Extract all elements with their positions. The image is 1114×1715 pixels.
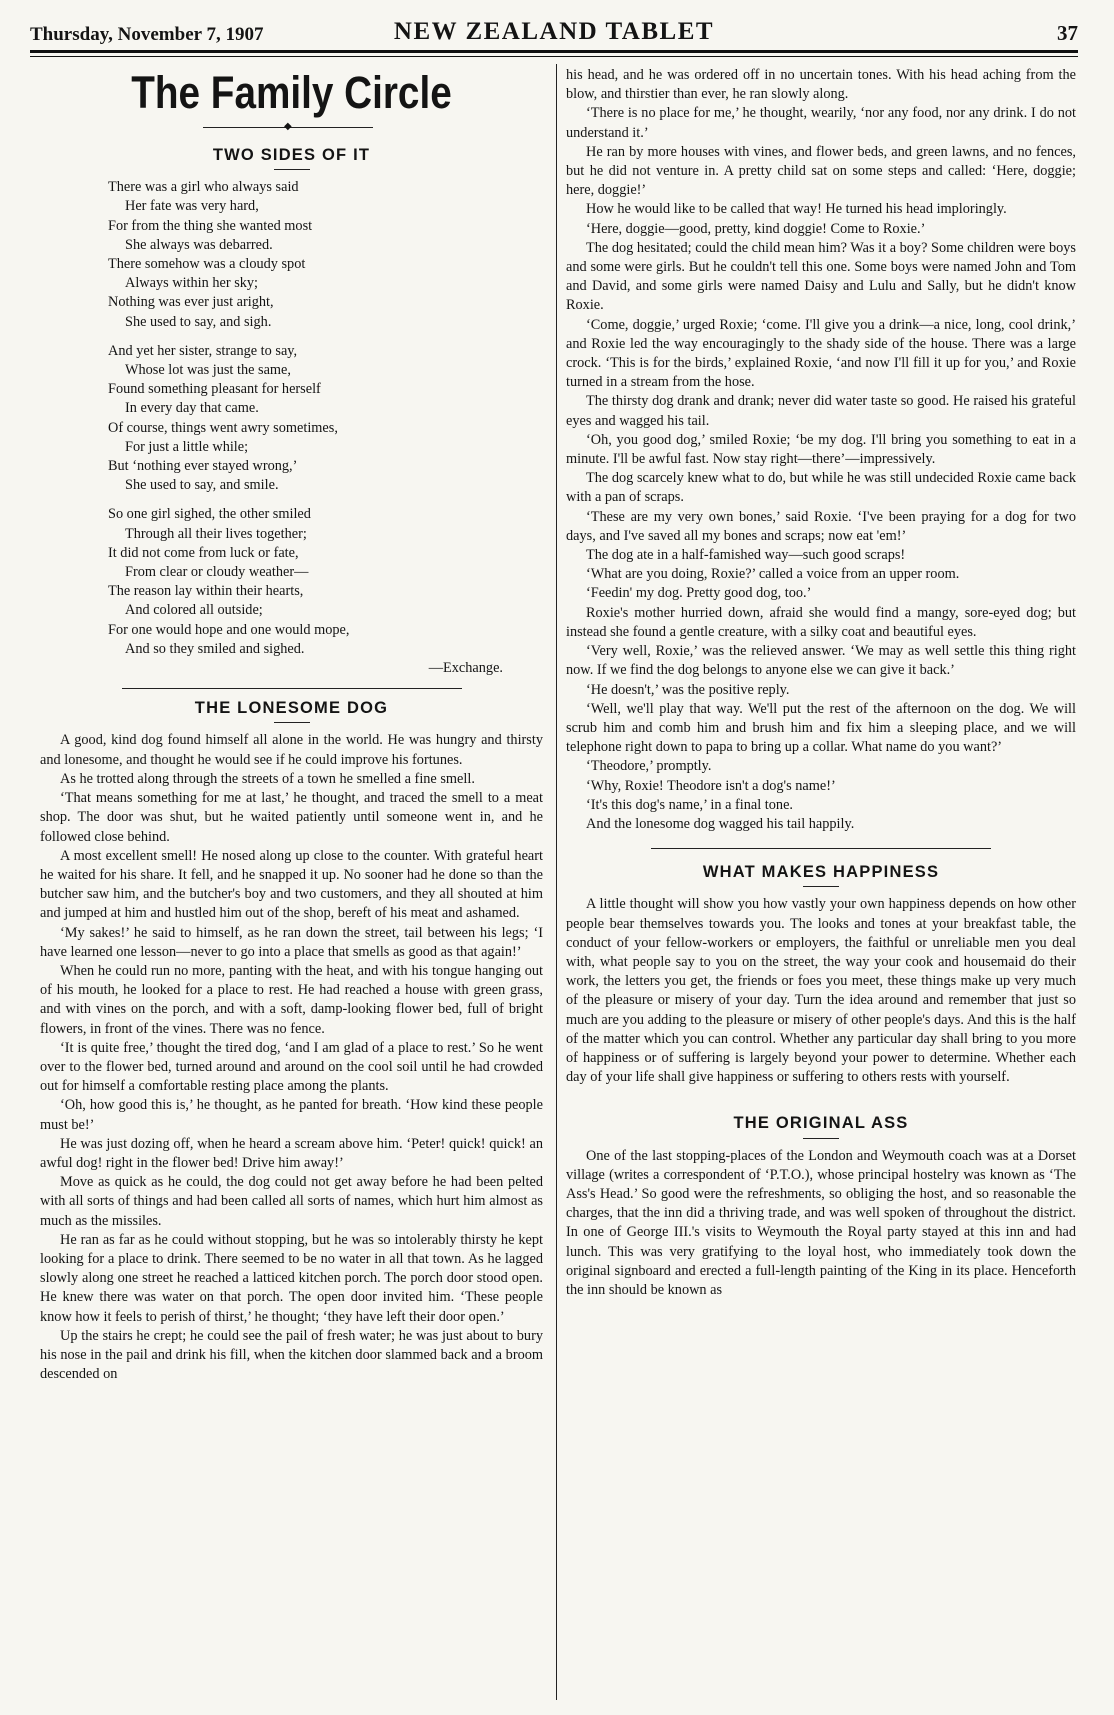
paragraph: A little thought will show you how vastly your own happiness depends on how other people bear themselves towards you. The looks and tones at your breakfast table, the conduct of your fellow-workers or employers, the faithful or unreliable men you deal with, what people say to you on the street, the way your cook and housemaid do their work, the letters you get, the friends or foes you meet, these things make up very much of the pleasure or misery of your day. Turn the idea around and remember that just so much are you adding to the pleasure or misery of other people's days. And this is the half of the matter which you can control. Whether any particular day shall bring to you more of happiness or of suffering is largely beyond your power to determine. Whether each day of your life shall give happiness or suffering to others rests with yourself. bbox=[566, 896, 1076, 1086]
paragraph: One of the last stopping-places of the London and Weymouth coach was at a Dorset village (writes a correspondent of ‘P.T.O.), whose principal hostelry was known as ‘The Ass's Head.’ So good were the refreshments, so obliging the host, and so reasonable the charges, that the inn did a thriving trade, and was well spoken of throughout the district. In one of George III.'s visits to Weymouth the Royal party stayed at this inn and had lunch. This was very gratifying to the loyal host, who immediately took down the original signboard and erected a full-length painting of the King in its place. Henceforth the inn should be known as bbox=[566, 1147, 1076, 1298]
paragraph: As he trotted along through the streets of a town he smelled a fine smell. bbox=[60, 770, 475, 787]
paragraph: ‘Feedin' my dog. Pretty good dog, too.’ bbox=[586, 585, 812, 602]
paragraph: ‘Very well, Roxie,’ was the relieved answer. ‘We may as well settle this thing right now. If we find the dog belongs to anyone else we can give it back.’ bbox=[566, 643, 1076, 679]
poem-line: Her fate was very hard, bbox=[125, 198, 259, 215]
poem-line: And so they smiled and sighed. bbox=[125, 640, 305, 657]
paragraph: ‘These are my very own bones,’ said Roxie. ‘I've been praying for a dog for two days, and I've saved all my bones and scraps; now eat 'em!’ bbox=[566, 508, 1076, 544]
poem-line: She used to say, and smile. bbox=[125, 477, 279, 494]
poem-credit: —Exchange. bbox=[428, 660, 503, 677]
paragraph: When he could run no more, panting with the heat, and with his tongue hanging out of his mouth, he looked for a place to rest. He had reached a house with green grass, and with vines on the porch, and with a soft, damp-looking flower bed, full of bright flowers, in front of the vines. There was no fence. bbox=[40, 962, 543, 1037]
lonesome-dog-text bbox=[40, 731, 543, 1384]
original-ass-title-rule bbox=[803, 1138, 839, 1139]
poem-line: Nothing was ever just aright, bbox=[108, 294, 274, 311]
paragraph: ‘Well, we'll play that way. We'll put the rest of the afternoon on the dog. We will scrub him and comb him and brush him and fix him a sleeping place, and we will telephone right down to papa to bring up a collar. What name do you want?’ bbox=[566, 700, 1076, 756]
masthead-rule-thin bbox=[30, 56, 1078, 57]
title-ornament: ◆ bbox=[40, 120, 543, 134]
paragraph: Move as quick as he could, the dog could not get away before he had been pelted with all sorts of things and had been called all sorts of names, which hurt him almost as much as the missiles. bbox=[40, 1174, 543, 1229]
poem-line: And yet her sister, strange to say, bbox=[108, 342, 298, 359]
poem-line: She always was debarred. bbox=[125, 236, 273, 253]
issue-date: Thursday, November 7, 1907 bbox=[30, 24, 264, 45]
paragraph: Roxie's mother hurried down, afraid she would find a mangy, sore-eyed dog; but instead she found a gentle creature, with a silky coat and beautiful eyes. bbox=[566, 604, 1076, 640]
paragraph: ‘Oh, you good dog,’ smiled Roxie; ‘be my dog. I'll bring you something to eat in a minute. I'll be awful fast. Now stay right—there’—impressively. bbox=[566, 431, 1076, 468]
poem-line: But ‘nothing ever stayed wrong,’ bbox=[108, 458, 298, 475]
right-column bbox=[566, 66, 1076, 1300]
poem-line: For one would hope and one would mope, bbox=[108, 621, 350, 638]
poem-line: In every day that came. bbox=[125, 400, 259, 417]
paragraph: The dog scarcely knew what to do, but while he was still undecided Roxie came back with a pan of scraps. bbox=[566, 470, 1076, 506]
poem-stanza bbox=[108, 342, 543, 496]
paragraph: ‘Theodore,’ promptly. bbox=[586, 758, 712, 775]
paragraph: ‘There is no place for me,’ he thought, wearily, ‘nor any food, nor any drink. I do not understand it.’ bbox=[566, 105, 1076, 141]
paragraph: ‘What are you doing, Roxie?’ called a voice from an upper room. bbox=[586, 566, 960, 583]
lonesome-dog-title: THE LONESOME DOG bbox=[194, 699, 389, 718]
paragraph: The dog hesitated; could the child mean him? Was it a boy? Some children were boys and some were girls. But he couldn't tell this one. Some boys were named John and Tom and David, and some girls were named Daisy and Lulu and Sally, but he didn't know Roxie. bbox=[566, 239, 1076, 314]
page-number: 37 bbox=[1057, 21, 1078, 45]
poem-stanza bbox=[108, 178, 543, 332]
lonesome-dog-continued bbox=[566, 66, 1076, 834]
poem-line: From clear or cloudy weather— bbox=[125, 564, 309, 581]
paragraph: ‘Oh, how good this is,’ he thought, as he panted for breath. ‘How kind these people must be!’ bbox=[40, 1097, 543, 1133]
poem-title-rule bbox=[274, 169, 310, 170]
paragraph: ‘Come, doggie,’ urged Roxie; ‘come. I'll give you a drink—a nice, long, cool drink,’ and Roxie led the way encouragingly to the shady side of the house. There was a large crock. ‘This is for the birds,’ explained Roxie, ‘and now I'll fill it up for you,’ and Roxie turned in a stream from the hose. bbox=[566, 316, 1076, 391]
left-column bbox=[40, 66, 543, 1384]
paragraph: How he would like to be called that way! He turned his head imploringly. bbox=[586, 201, 1007, 218]
poem-line: Found something pleasant for herself bbox=[108, 381, 321, 398]
column-divider bbox=[556, 64, 557, 1700]
paragraph: ‘It's this dog's name,’ in a final tone. bbox=[586, 796, 793, 813]
poem-line: Of course, things went awry sometimes, bbox=[108, 419, 338, 436]
happiness-title-rule bbox=[803, 886, 839, 887]
paragraph: And the lonesome dog wagged his tail happily. bbox=[586, 815, 855, 832]
poem-line: Whose lot was just the same, bbox=[125, 362, 291, 379]
poem-line: It did not come from luck or fate, bbox=[108, 544, 299, 561]
paragraph: A most excellent smell! He nosed along up close to the counter. With grateful heart he waited for his share. It fell, and he snapped it up. No sooner had he done so than the butcher saw him, and the butcher's boy and two customers, and they all shouted at him and jumped at him and hustled him out of the shop, bereft of his meat and ashamed. bbox=[40, 847, 543, 922]
poem-line: For just a little while; bbox=[125, 438, 249, 455]
paragraph: The dog ate in a half-famished way—such good scraps! bbox=[586, 547, 906, 564]
original-ass-title: THE ORIGINAL ASS bbox=[733, 1114, 909, 1133]
poem-line: So one girl sighed, the other smiled bbox=[108, 506, 311, 523]
paragraph: ‘Here, doggie—good, pretty, kind doggie! Come to Roxie.’ bbox=[586, 220, 926, 237]
paragraph: ‘My sakes!’ he said to himself, as he ran down the street, tail between his legs; ‘I have learned one lesson—never to go into a place that smells as good as that again!’ bbox=[40, 924, 543, 960]
poem bbox=[108, 178, 543, 659]
publication-title: NEW ZEALAND TABLET bbox=[393, 18, 715, 45]
paragraph: He was just dozing off, when he heard a scream above him. ‘Peter! quick! quick! an awful dog! right in the flower bed! Drive him away!’ bbox=[40, 1135, 543, 1171]
original-ass-text bbox=[566, 1147, 1076, 1301]
paragraph: ‘He doesn't,’ was the positive reply. bbox=[586, 681, 790, 698]
poem-line: Through all their lives together; bbox=[125, 525, 307, 542]
paragraph: ‘Why, Roxie! Theodore isn't a dog's name!’ bbox=[586, 777, 836, 794]
paragraph: Up the stairs he crept; he could see the pail of fresh water; he was just about to bury his nose in the pail and drink his fill, when the kitchen door slammed back and a broom descended on bbox=[40, 1327, 543, 1383]
section-divider bbox=[651, 848, 991, 849]
paragraph: He ran as far as he could without stopping, but he was so intolerably thirsty he kept looking for a place to drink. There seemed to be no water in all that town. As he lagged slowly along one street he reached a latticed kitchen porch. The porch door stood open. He knew there was water on that porch. The open door invited him. ‘These people know how it feels to perish of thirst,’ he thought; ‘they have left their door open.’ bbox=[40, 1231, 543, 1325]
poem-line: The reason lay within their hearts, bbox=[108, 583, 304, 600]
masthead bbox=[30, 14, 1078, 46]
happiness-text bbox=[566, 895, 1076, 1087]
family-circle-title: The Family Circle bbox=[131, 67, 452, 118]
poem-line: Always within her sky; bbox=[125, 275, 259, 292]
lonesome-dog-title-rule bbox=[274, 722, 310, 723]
paragraph: He ran by more houses with vines, and flower beds, and green lawns, and no fences, but he did not venture in. A pretty child sat on some steps and called: ‘Here, doggie; here, doggie!’ bbox=[566, 143, 1076, 199]
happiness-title: WHAT MAKES HAPPINESS bbox=[702, 863, 940, 882]
paragraph: his head, and he was ordered off in no uncertain tones. With his head aching from the blow, and thirstier than ever, he ran slowly along. bbox=[566, 67, 1076, 103]
poem-line: There somehow was a cloudy spot bbox=[108, 256, 306, 273]
poem-title: TWO SIDES OF IT bbox=[212, 146, 371, 164]
masthead-rule-thick bbox=[30, 50, 1078, 53]
paragraph: ‘It is quite free,’ thought the tired dog, ‘and I am glad of a place to rest.’ So he went over to the flower bed, turned around and around on the cool soil until he had crowded out for himself a comfortable resting place among the plants. bbox=[40, 1039, 543, 1095]
paragraph: ‘That means something for me at last,’ he thought, and traced the smell to a meat shop. The door was shut, but he waited patiently until someone went in, and he followed close behind. bbox=[40, 790, 543, 845]
poem-line: And colored all outside; bbox=[125, 602, 263, 619]
poem-line: For from the thing she wanted most bbox=[108, 217, 313, 234]
section-divider bbox=[122, 688, 462, 689]
paragraph: A good, kind dog found himself all alone in the world. He was hungry and thirsty and lonesome, and thought he would see if he could improve his fortunes. bbox=[40, 732, 543, 768]
poem-stanza bbox=[108, 505, 543, 659]
poem-line: She used to say, and sigh. bbox=[125, 313, 272, 330]
poem-line: There was a girl who always said bbox=[108, 179, 299, 196]
paragraph: The thirsty dog drank and drank; never did water taste so good. He raised his grateful eyes and wagged his tail. bbox=[566, 393, 1076, 429]
